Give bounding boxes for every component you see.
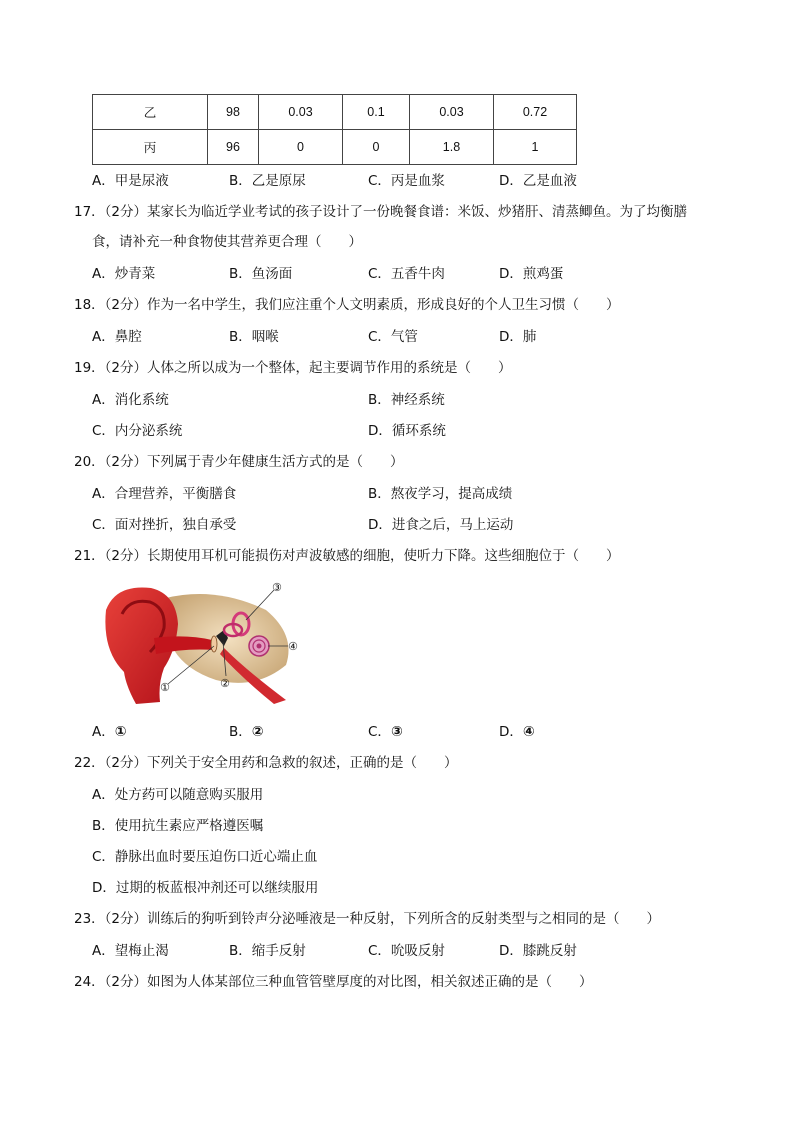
q21-option-b[interactable]: B．② bbox=[229, 724, 264, 740]
q16-option-b[interactable]: B．乙是原尿 bbox=[229, 173, 306, 189]
table-cell: 0 bbox=[343, 130, 410, 165]
q20-option-b[interactable]: B．熬夜学习，提高成绩 bbox=[368, 486, 513, 502]
table-row bbox=[93, 95, 577, 130]
q19-option-b[interactable]: B．神经系统 bbox=[368, 392, 445, 408]
q16-option-d[interactable]: D．乙是血液 bbox=[499, 173, 577, 189]
q16-option-a[interactable]: A．甲是尿液 bbox=[92, 173, 169, 189]
q18-option-b[interactable]: B．咽喉 bbox=[229, 329, 279, 345]
q19-option-c[interactable]: C．内分泌系统 bbox=[92, 423, 183, 439]
ear-anatomy-figure bbox=[96, 580, 306, 708]
q17-stem-line1: 17．（2分）某家长为临近学业考试的孩子设计了一份晚餐食谱：米饭、炒猪肝、清蒸鲫鱼。为了均衡膳 bbox=[74, 204, 688, 220]
q22-option-b[interactable]: B．使用抗生素应严格遵医嘱 bbox=[92, 818, 264, 834]
q22-stem: 22．（2分）下列关于安全用药和急救的叙述，正确的是（ ） bbox=[74, 755, 458, 771]
q23-option-a[interactable]: A．望梅止渴 bbox=[92, 943, 169, 959]
table-cell: 96 bbox=[208, 130, 259, 165]
q23-option-d[interactable]: D．膝跳反射 bbox=[499, 943, 577, 959]
q18-option-c[interactable]: C．气管 bbox=[368, 329, 418, 345]
figure-label-2: ② bbox=[220, 677, 230, 690]
q19-stem: 19．（2分）人体之所以成为一个整体，起主要调节作用的系统是（ ） bbox=[74, 360, 512, 376]
q18-option-d[interactable]: D．肺 bbox=[499, 329, 537, 345]
q23-stem: 23．（2分）训练后的狗听到铃声分泌唾液是一种反射，下列所含的反射类型与之相同的是（ ） bbox=[74, 911, 661, 927]
table-row bbox=[93, 130, 577, 165]
q21-option-a[interactable]: A．① bbox=[92, 724, 127, 740]
q20-stem: 20．（2分）下列属于青少年健康生活方式的是（ ） bbox=[74, 454, 404, 470]
figure-label-3: ③ bbox=[272, 581, 282, 594]
q21-stem: 21．（2分）长期使用耳机可能损伤对声波敏感的细胞，使听力下降。这些细胞位于（ ） bbox=[74, 548, 620, 564]
q22-option-d[interactable]: D．过期的板蓝根冲剂还可以继续服用 bbox=[92, 880, 319, 896]
q17-stem-line2: 食，请补充一种食物使其营养更合理（ ） bbox=[92, 234, 362, 250]
q19-option-d[interactable]: D．循环系统 bbox=[368, 423, 446, 439]
table-cell: 1.8 bbox=[410, 130, 494, 165]
table-cell: 0.72 bbox=[494, 95, 577, 130]
figure-label-4: ④ bbox=[288, 640, 298, 653]
q18-stem: 18．（2分）作为一名中学生，我们应注重个人文明素质，形成良好的个人卫生习惯（ ） bbox=[74, 297, 620, 313]
q18-option-a[interactable]: A．鼻腔 bbox=[92, 329, 142, 345]
figure-label-1: ① bbox=[160, 681, 170, 694]
q16-option-c[interactable]: C．丙是血浆 bbox=[368, 173, 445, 189]
table-cell: 0.1 bbox=[343, 95, 410, 130]
q19-option-a[interactable]: A．消化系统 bbox=[92, 392, 169, 408]
q23-option-b[interactable]: B．缩手反射 bbox=[229, 943, 306, 959]
q22-option-a[interactable]: A．处方药可以随意购买服用 bbox=[92, 787, 264, 803]
table-cell: 乙 bbox=[93, 95, 208, 130]
table-cell: 丙 bbox=[93, 130, 208, 165]
table-cell: 98 bbox=[208, 95, 259, 130]
table-cell: 0.03 bbox=[410, 95, 494, 130]
q23-option-c[interactable]: C．吮吸反射 bbox=[368, 943, 445, 959]
q20-option-a[interactable]: A．合理营养，平衡膳食 bbox=[92, 486, 237, 502]
q20-option-c[interactable]: C．面对挫折，独自承受 bbox=[92, 517, 237, 533]
q17-option-c[interactable]: C．五香牛肉 bbox=[368, 266, 445, 282]
cochlea-center bbox=[257, 644, 262, 649]
table-cell: 1 bbox=[494, 130, 577, 165]
q21-option-c[interactable]: C．③ bbox=[368, 724, 403, 740]
q17-option-d[interactable]: D．煎鸡蛋 bbox=[499, 266, 564, 282]
table-cell: 0.03 bbox=[259, 95, 343, 130]
table-cell: 0 bbox=[259, 130, 343, 165]
q17-option-a[interactable]: A．炒青菜 bbox=[92, 266, 156, 282]
q21-option-d[interactable]: D．④ bbox=[499, 724, 535, 740]
q22-option-c[interactable]: C．静脉出血时要压迫伤口近心端止血 bbox=[92, 849, 318, 865]
q20-option-d[interactable]: D．进食之后，马上运动 bbox=[368, 517, 514, 533]
eardrum bbox=[211, 636, 217, 652]
q24-stem: 24．（2分）如图为人体某部位三种血管管壁厚度的对比图，相关叙述正确的是（ ） bbox=[74, 974, 593, 990]
data-table bbox=[92, 94, 577, 165]
q17-option-b[interactable]: B．鱼汤面 bbox=[229, 266, 293, 282]
